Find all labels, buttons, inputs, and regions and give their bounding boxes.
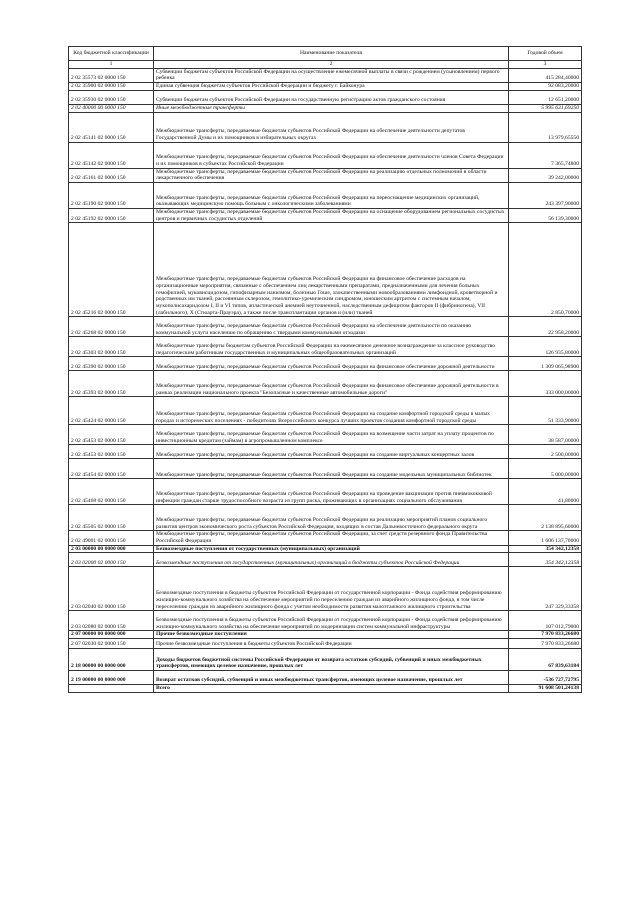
table-row bbox=[69, 208, 582, 222]
row-code: 2 02 45190 02 0000 150 bbox=[69, 182, 154, 208]
header-num-name: 2 bbox=[154, 61, 509, 69]
row-code: 2 02 45161 02 0000 150 bbox=[69, 168, 154, 182]
row-name: Доходы бюджетов бюджетной системы Российской Федерации от возврата остатков субсидий, субвенций и иных межбюджетных трансфертов, имеющих целевое назначение, прошлых лет bbox=[154, 649, 509, 671]
row-amount: 92 083,20000 bbox=[509, 83, 582, 91]
table-row bbox=[69, 505, 582, 531]
table-row bbox=[69, 223, 582, 317]
row-amount: 415 284,40000 bbox=[509, 68, 582, 82]
row-code: 2 02 45192 02 0000 150 bbox=[69, 208, 154, 222]
budget-table bbox=[68, 46, 582, 693]
row-name: Безвозмездные поступления от государственных (муниципальных) организаций в бюджеты субъектов Российской Федерации bbox=[154, 553, 509, 567]
row-amount: 2 138 895,60000 bbox=[509, 505, 582, 531]
row-name: Межбюджетные трансферты, передаваемые бюджетам субъектов Российской Федерации на финансовое обеспечение дорожной деятельности bbox=[154, 357, 509, 371]
row-amount: 333 000,00000 bbox=[509, 371, 582, 397]
row-code: 2 07 02030 02 0000 150 bbox=[69, 639, 154, 649]
row-amount: 2 850,70000 bbox=[509, 223, 582, 317]
row-code: 2 03 02000 02 0000 150 bbox=[69, 553, 154, 567]
row-amount: 67 839,63184 bbox=[509, 649, 582, 671]
row-amount: 38 587,00000 bbox=[509, 425, 582, 445]
row-code: 2 02 45141 02 0000 150 bbox=[69, 112, 154, 142]
row-amount: 107 012,79000 bbox=[509, 611, 582, 631]
row-code: 2 02 45505 02 0000 150 bbox=[69, 505, 154, 531]
row-name: Единая субвенция бюджетам субъектов Российской Федерации и бюджету г. Байконура bbox=[154, 83, 509, 91]
table-row bbox=[69, 671, 582, 685]
table-row bbox=[69, 182, 582, 208]
row-amount: -536 727,72795 bbox=[509, 671, 582, 685]
header-name: Наименование показателя bbox=[154, 47, 509, 61]
row-name: Межбюджетные трансферты, передаваемые бюджетам субъектов Российской Федерации на переоснащение медицинских организаций, оказывающих медицинскую помощь больным с онкологическими заболеваниями bbox=[154, 182, 509, 208]
table-row bbox=[69, 611, 582, 631]
table-row bbox=[69, 104, 582, 112]
table-row bbox=[69, 357, 582, 371]
table-row bbox=[69, 397, 582, 425]
row-code: 2 02 45216 02 0000 150 bbox=[69, 223, 154, 317]
row-code: 2 18 00000 00 0000 000 bbox=[69, 649, 154, 671]
table-row bbox=[69, 553, 582, 567]
row-code: 2 03 00000 00 0000 000 bbox=[69, 545, 154, 553]
row-code: 2 02 45268 02 0000 150 bbox=[69, 317, 154, 337]
header-number-row bbox=[69, 61, 582, 69]
row-code: 2 02 49001 02 0000 150 bbox=[69, 531, 154, 545]
row-name: Межбюджетные трансферты, передаваемые бюджетам субъектов Российской Федерации на создание комфортной городской среды в малых городах и исторических поселениях - победителях Всероссийского конкурса лучших проектов создания комфортной городской среды bbox=[154, 397, 509, 425]
row-amount: 5 995 631,69250 bbox=[509, 104, 582, 112]
table-row bbox=[69, 531, 582, 545]
row-name: Межбюджетные трансферты, передаваемые бюджетам субъектов Российской Федерации на создание виртуальных концертных залов bbox=[154, 445, 509, 459]
row-amount: 51 333,90000 bbox=[509, 397, 582, 425]
table-row bbox=[69, 337, 582, 357]
row-code: 2 02 35573 02 0000 150 bbox=[69, 68, 154, 82]
row-name: Межбюджетные трансферты, передаваемые бюджетам субъектов Российской Федерации на реализацию отдельных полномочий в области лекарственного обеспечения bbox=[154, 168, 509, 182]
row-amount: 243 397,90000 bbox=[509, 182, 582, 208]
table-row bbox=[69, 317, 582, 337]
header-amount: Годовой объем bbox=[509, 47, 582, 61]
row-code: 2 02 45393 02 0000 150 bbox=[69, 371, 154, 397]
row-code: 2 02 45390 02 0000 150 bbox=[69, 357, 154, 371]
row-code: 2 02 45424 02 0000 150 bbox=[69, 397, 154, 425]
table-row bbox=[69, 445, 582, 459]
table-row bbox=[69, 90, 582, 104]
table-row bbox=[69, 425, 582, 445]
header-num-code: 1 bbox=[69, 61, 154, 69]
table-row bbox=[69, 142, 582, 168]
row-code: 2 02 45453 02 0000 150 bbox=[69, 445, 154, 459]
row-amount: 56 139,30000 bbox=[509, 208, 582, 222]
table-row bbox=[69, 168, 582, 182]
row-amount: 13 979,65550 bbox=[509, 112, 582, 142]
row-name: Межбюджетные трансферты, передаваемые бюджетам субъектов Российской Федерации на обеспечение деятельности членов Совета Федерации и их помощников в субъектах Российской Федерации bbox=[154, 142, 509, 168]
row-amount: 41,80000 bbox=[509, 479, 582, 505]
row-amount: 7 365,74800 bbox=[509, 142, 582, 168]
row-amount: 2 500,00000 bbox=[509, 445, 582, 459]
row-code: 2 02 35930 02 0000 150 bbox=[69, 90, 154, 104]
row-code: 2 02 45453 02 0000 150 bbox=[69, 425, 154, 445]
header-row bbox=[69, 47, 582, 61]
row-amount: 5 000,00000 bbox=[509, 459, 582, 479]
row-amount: 91 608 501,24138 bbox=[509, 685, 582, 693]
header-code: Код бюджетной классификации bbox=[69, 47, 154, 61]
row-amount: 354 342,12358 bbox=[509, 545, 582, 553]
row-name: Межбюджетные трансферты бюджетам субъектов Российской Федерации на ежемесячное денежное вознаграждение за классное руководство педагогическим работникам государственных и муниципальных общеобразовательных организаций bbox=[154, 337, 509, 357]
table-row bbox=[69, 567, 582, 611]
row-name: Межбюджетные трансферты, передаваемые бюджетам субъектов Российской Федерации на возмещение части затрат на уплату процентов по инвестиционным кредитам (займам) в агропромышленном комплексе bbox=[154, 425, 509, 445]
row-name: Субвенции бюджетам субъектов Российской Федерации на осуществление ежемесячной выплаты в связи с рождением (усыновлением) первого ребенка bbox=[154, 68, 509, 82]
header-num-amount: 3 bbox=[509, 61, 582, 69]
row-amount: 1 606 137,70000 bbox=[509, 531, 582, 545]
table-row bbox=[69, 68, 582, 82]
row-amount: 354 342,12358 bbox=[509, 553, 582, 567]
row-name: Иные межбюджетные трансферты bbox=[154, 104, 509, 112]
row-code: 2 02 45303 02 0000 150 bbox=[69, 337, 154, 357]
row-amount: 22 958,20000 bbox=[509, 317, 582, 337]
row-amount: 39 242,00000 bbox=[509, 168, 582, 182]
row-code: 2 03 02080 02 0000 150 bbox=[69, 611, 154, 631]
table-row bbox=[69, 112, 582, 142]
row-name: Межбюджетные трансферты, передаваемые бюджетам субъектов Российской Федерации на реализацию мероприятий планов социального развития центров экономического роста субъектов Российской Федерации, входящих в состав Дальневосточного федерального округа bbox=[154, 505, 509, 531]
row-code bbox=[69, 685, 154, 693]
row-name: Безвозмездные поступления в бюджеты субъектов Российской Федерации от государственной корпорации - Фонда содействия реформированию жилищно-коммунального хозяйства на обеспечение мероприятий по переселению граждан из аварийного жилищного фонда, в том числе переселению граждан из аварийного жилищного фонда с учетом необходимости развития малоэтажного жилищного строительства bbox=[154, 567, 509, 611]
table-row bbox=[69, 649, 582, 671]
row-code: 2 02 40000 00 0000 150 bbox=[69, 104, 154, 112]
row-code: 2 07 00000 00 0000 000 bbox=[69, 631, 154, 639]
row-amount: 12 651,20000 bbox=[509, 90, 582, 104]
row-name: Субвенции бюджетам субъектов Российской Федерации на государственную регистрацию актов гражданского состояния bbox=[154, 90, 509, 104]
table-body bbox=[69, 68, 582, 692]
row-code: 2 19 00000 00 0000 000 bbox=[69, 671, 154, 685]
table-row bbox=[69, 371, 582, 397]
row-code: 2 02 45142 02 0000 150 bbox=[69, 142, 154, 168]
row-amount: 126 935,80000 bbox=[509, 337, 582, 357]
row-name: Межбюджетные трансферты, передаваемые бюджетам субъектов Российской Федерации на финансовое обеспечение расходов на организационные мероприятия, связанные с обеспечением лиц лекарственными препаратами, предназначенными для лечения больных гемофилией, муковисцидозом, гипофизарным нанизмом, болезнью Гоше, злокачественными новообразованиями лимфоидной, кроветворной и родственных им тканей, рассеянным склерозом, гемолитико-уремическим синдромом, юношеским артритом с системным началом, мукополисахаридозом I, II и VI типов, апластической анемией неуточненной, наследственным дефицитом факторов II (фибриногена), VII (лабильного), X (Стюарта-Прауэра), а также после трансплантации органов и (или) тканей bbox=[154, 223, 509, 317]
row-amount: 247 329,33358 bbox=[509, 567, 582, 611]
row-name: Межбюджетные трансферты, передаваемые бюджетам субъектов Российской Федерации на обеспечение деятельности депутатов Государственной Думы и их помощников в избирательных округах bbox=[154, 112, 509, 142]
table-row bbox=[69, 545, 582, 553]
row-name: Безвозмездные поступления в бюджеты субъектов Российской Федерации от государственной корпорации - Фонда содействия реформированию жилищно-коммунального хозяйства на обеспечение мероприятий по модернизации систем коммунальной инфраструктуры bbox=[154, 611, 509, 631]
row-name: Безвозмездные поступления от государственных (муниципальных) организаций bbox=[154, 545, 509, 553]
row-code: 2 02 45454 02 0000 150 bbox=[69, 459, 154, 479]
row-name: Всего bbox=[154, 685, 509, 693]
row-code: 2 02 35900 02 0000 150 bbox=[69, 83, 154, 91]
table-row bbox=[69, 639, 582, 649]
row-name: Прочие безвозмездные поступления bbox=[154, 631, 509, 639]
row-name: Межбюджетные трансферты, передаваемые бюджетам субъектов Российской Федерации, за счет средств резервного фонда Правительства Российской Федерации bbox=[154, 531, 509, 545]
row-name: Межбюджетные трансферты, передаваемые бюджетам субъектов Российской Федерации на проведение вакцинации против пневмококковой инфекции граждан старше трудоспособного возраста из групп риска, проживающих в организациях социального обслуживания bbox=[154, 479, 509, 505]
row-name: Межбюджетные трансферты, передаваемые бюджетам субъектов Российской Федерации на создание модельных муниципальных библиотек bbox=[154, 459, 509, 479]
row-name: Межбюджетные трансферты, передаваемые бюджетам субъектов Российской Федерации на оснащение оборудованием региональных сосудистых центров и первичных сосудистых отделений bbox=[154, 208, 509, 222]
table-row bbox=[69, 479, 582, 505]
table-row bbox=[69, 459, 582, 479]
table-row bbox=[69, 631, 582, 639]
row-name: Прочие безвозмездные поступления в бюджеты субъектов Российской Федерации bbox=[154, 639, 509, 649]
row-amount: 1 309 065,98900 bbox=[509, 357, 582, 371]
row-name: Возврат остатков субсидий, субвенций и иных межбюджетных трансфертов, имеющих целевое назначение, прошлых лет bbox=[154, 671, 509, 685]
row-name: Межбюджетные трансферты, передаваемые бюджетам субъектов Российской Федерации на финансовое обеспечение дорожной деятельности в рамках реализации национального проекта "Безопасные и качественные автомобильные дороги" bbox=[154, 371, 509, 397]
row-amount: 7 970 833,26680 bbox=[509, 639, 582, 649]
row-code: 2 03 02040 02 0000 150 bbox=[69, 567, 154, 611]
row-amount: 7 970 833,26680 bbox=[509, 631, 582, 639]
table-row bbox=[69, 83, 582, 91]
row-code: 2 02 45468 02 0000 150 bbox=[69, 479, 154, 505]
table-row bbox=[69, 685, 582, 693]
row-name: Межбюджетные трансферты, передаваемые бюджетам субъектов Российской Федерации на обеспечение деятельности по оказанию коммунальной услуги населению по обращению с твердыми коммунальными отходами bbox=[154, 317, 509, 337]
